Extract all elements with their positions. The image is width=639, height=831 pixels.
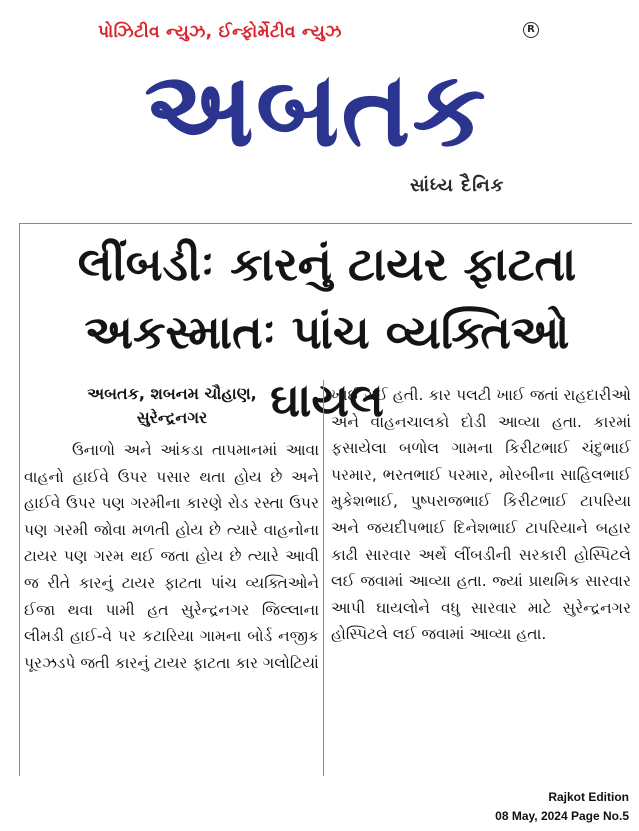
registered-trademark-icon: R [523, 22, 539, 38]
edition-info [495, 788, 629, 826]
article-column-right: ખાઈ ગઈ હતી. કાર પલટી ખાઈ જતાં રાહદારીઓ અને વાહનચાલકો દોડી આવ્યા હતા. કારમાં ફસાયેલા બળોલ ગામના કિરીટભાઈ ચંદુભાઈ પરમાર, ભરતભાઈ પરમાર, મોરબીના સાહિલભાઈ મુકેશભાઈ, પુષ્પરાજભાઈ કિરીટભાઈ ટાપરિયા અને જયદીપભાઈ દિનેશભાઈ ટાપરિયાને બહાર કાઢી સારવાર અર્થે લીંબડીની સરકારી હોસ્પિટલે લઈ જવામાં આવ્યા હતા. જ્યાં પ્રાથમિક સારવાર આપી ઘાયલોને વધુ સારવાર માટે સુરેન્દ્રનગર હોસ્પિટલે લઈ જવામાં આવ્યા હતા. [331, 386, 631, 644]
edition-name: Rajkot Edition [548, 790, 629, 804]
article-byline [32, 382, 312, 430]
byline-author: અબતક, શબનમ ચૌહાણ, [87, 384, 257, 403]
edition-type-label: સાંધ્ય દૈનિક [410, 175, 505, 196]
byline-location: સુરેન્દ્રનગર [136, 408, 208, 427]
newspaper-logo: અબતક [144, 48, 488, 170]
top-divider [19, 223, 632, 224]
edition-date-page: 08 May, 2024 Page No.5 [495, 809, 629, 823]
left-border [19, 223, 20, 776]
article-column-left: ઉનાળો અને આંકડા તાપમાનમાં આવા વાહનો હાઈવે ઉપર પસાર થતા હોય છે અને હાઈવે ઉપર પણ ગરમીના કારણે રોડ રસ્તા ઉપર પણ ગરમી જોવા મળતી હોય છે ત્યારે વાહનોના ટાયર પણ ગરમ થઈ જતા હોય છે ત્યારે આવી જ રીતે કારનું ટાયર ફાટતા પાંચ વ્યક્તિઓને ઈજા થવા પામી હત સુરેન્દ્રનગર જિલ્લાના લીમડી હાઈ-વે પર કટારિયા ગામના બોર્ડ નજીક પૂરઝડપે જતી કારનું ટાયર ફાટતા કાર ગલોટિયાં [24, 441, 319, 672]
masthead [0, 0, 639, 210]
column-divider [323, 380, 324, 776]
headline-line-2: અકસ્માતઃ પાંચ વ્યક્તિઓ ઘાયલ [84, 305, 570, 427]
headline-line-1: લીંબડીઃ કારનું ટાયર ફાટતા [77, 237, 577, 291]
masthead-tagline: પોઝિટીવ ન્યુઝ, ઈન્ફોર્મેટીવ ન્યુઝ [98, 22, 342, 42]
